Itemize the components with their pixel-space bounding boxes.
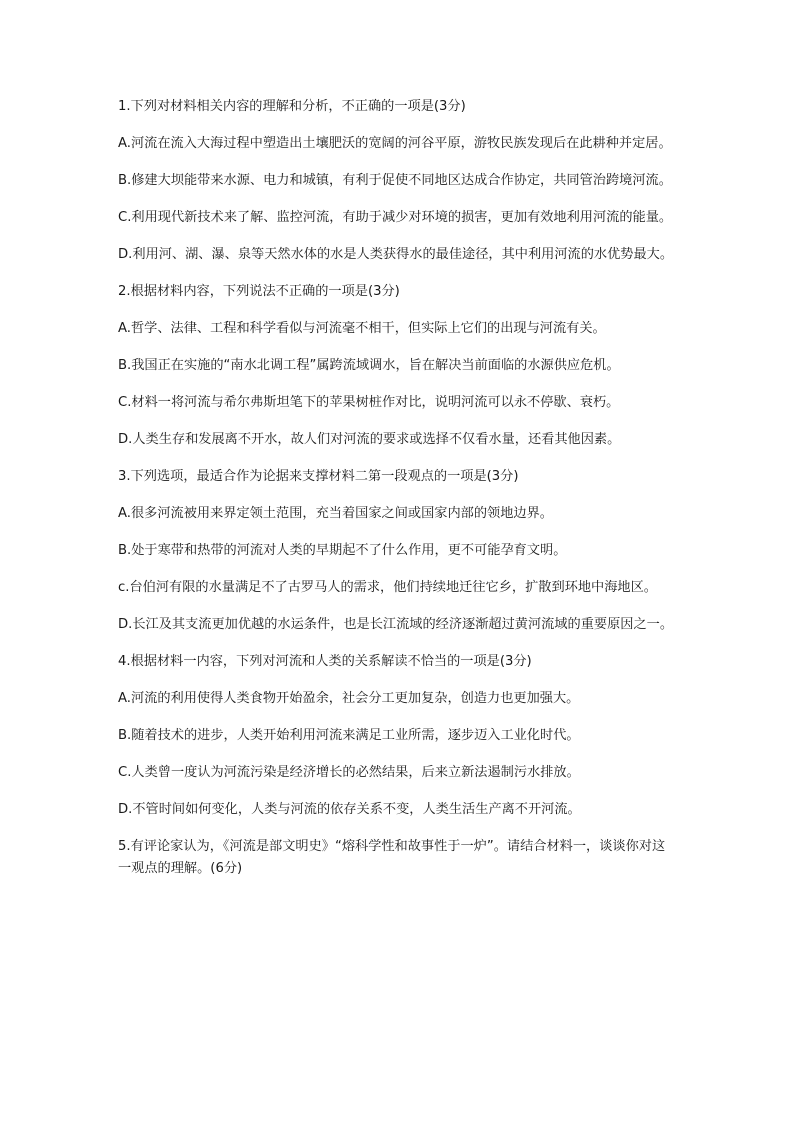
question-4-option-b: B.随着技术的进步，人类开始利用河流来满足工业所需，逐步迈入工业化时代。 — [118, 728, 580, 743]
question-2-option-c-block — [118, 392, 678, 414]
question-3-option-b: B.处于寒带和热带的河流对人类的早期起不了什么作用，更不可能孕育文明。 — [118, 543, 567, 558]
question-2-option-b-block — [118, 355, 678, 377]
question-3-stem-block — [118, 466, 678, 488]
question-1-option-a-block — [118, 133, 678, 155]
document-page — [118, 96, 678, 895]
question-3-option-c: c.台伯河有限的水量满足不了古罗马人的需求，他们持续地迁往它乡，扩散到环地中海地区。 — [118, 580, 657, 595]
question-4-option-d-block — [118, 799, 678, 821]
question-4-stem-block — [118, 651, 678, 673]
question-3-option-c-block — [118, 577, 678, 599]
question-3-option-a-block — [118, 503, 678, 525]
question-4-option-a: A.河流的利用使得人类食物开始盈余，社会分工更加复杂，创造力也更加强大。 — [118, 691, 580, 706]
question-1-option-c-block — [118, 207, 678, 229]
question-4-option-c-block — [118, 762, 678, 784]
question-1-stem: 1.下列对材料相关内容的理解和分析，不正确的一项是(3分) — [118, 99, 466, 114]
question-3-option-d-block — [118, 614, 678, 636]
question-2-stem: 2.根据材料内容，下列说法不正确的一项是(3分) — [118, 284, 400, 299]
question-4-option-c: C.人类曾一度认为河流污染是经济增长的必然结果，后来立新法遏制污水排放。 — [118, 765, 580, 780]
question-4-option-b-block — [118, 725, 678, 747]
question-2-option-d-block — [118, 429, 678, 451]
question-1-option-d-block — [118, 244, 678, 266]
question-1-option-b: B.修建大坝能带来水源、电力和城镇，有利于促使不同地区达成合作协定，共同管治跨境河流。 — [118, 173, 672, 188]
question-4-stem: 4.根据材料一内容，下列对河流和人类的关系解读不恰当的一项是(3分) — [118, 654, 532, 669]
question-4-option-d: D.不管时间如何变化，人类与河流的依存关系不变，人类生活生产离不开河流。 — [118, 802, 581, 817]
question-2-stem-block — [118, 281, 678, 303]
question-3-option-b-block — [118, 540, 678, 562]
question-3-option-a: A.很多河流被用来界定领土范围，充当着国家之间或国家内部的领地边界。 — [118, 506, 553, 521]
question-4-option-a-block — [118, 688, 678, 710]
question-5-stem-block — [118, 836, 678, 880]
question-1-option-b-block — [118, 170, 678, 192]
question-2-option-d: D.人类生存和发展离不开水，故人们对河流的要求或选择不仅看水量，还看其他因素。 — [118, 432, 621, 447]
question-1-option-a: A.河流在流入大海过程中塑造出土壤肥沃的宽阔的河谷平原，游牧民族发现后在此耕种并定居。 — [118, 136, 672, 151]
question-1-option-c: C.利用现代新技术来了解、监控河流，有助于减少对环境的损害，更加有效地利用河流的能量。 — [118, 210, 673, 225]
question-1-option-d: D.利用河、湖、瀑、泉等天然水体的水是人类获得水的最佳途径，其中利用河流的水优势最大。 — [118, 247, 674, 262]
question-1-stem-block — [118, 96, 678, 118]
question-3-stem: 3.下列选项，最适合作为论据来支撑材料二第一段观点的一项是(3分) — [118, 469, 519, 484]
question-2-option-a: A.哲学、法律、工程和科学看似与河流毫不相干，但实际上它们的出现与河流有关。 — [118, 321, 606, 336]
question-2-option-b: B.我国正在实施的“南水北调工程”属跨流域调水，旨在解决当前面临的水源供应危机。 — [118, 358, 620, 373]
question-2-option-a-block — [118, 318, 678, 340]
question-2-option-c: C.材料一将河流与希尔弗斯坦笔下的苹果树桩作对比，说明河流可以永不停歇、衰朽。 — [118, 395, 620, 410]
question-5-stem: 5.有评论家认为，《河流是部文明史》“熔科学性和故事性于一炉”。请结合材料一，谈谈你对这一观点的理解。(6分) — [118, 839, 666, 876]
question-3-option-d: D.长江及其支流更加优越的水运条件，也是长江流域的经济逐渐超过黄河流域的重要原因之一。 — [118, 617, 674, 632]
